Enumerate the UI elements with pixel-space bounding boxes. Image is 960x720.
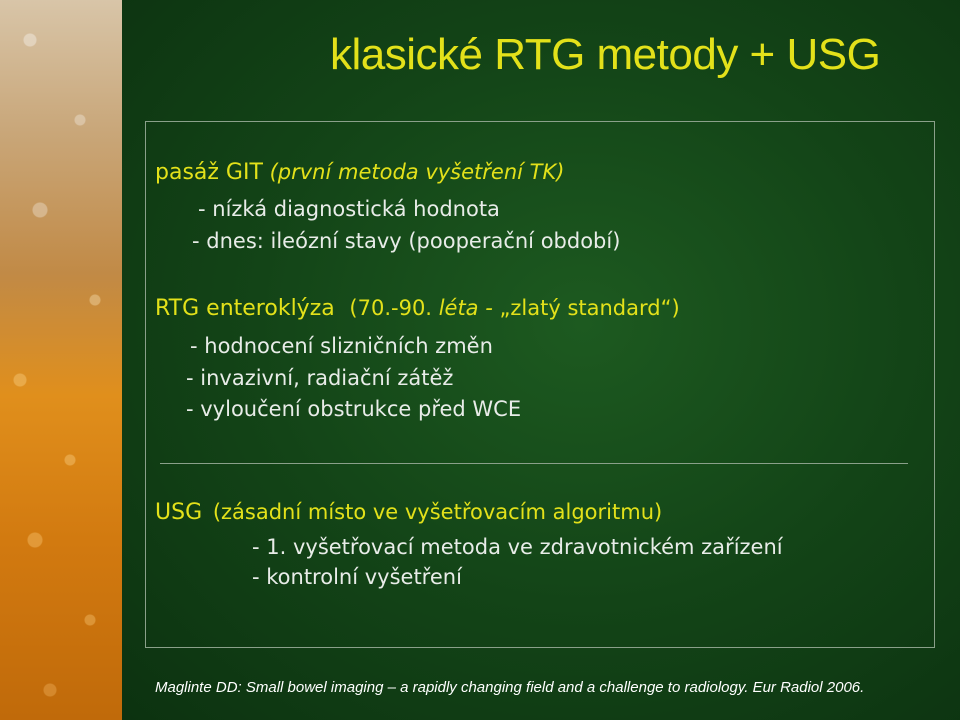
section-heading: pasáž GIT [155, 160, 263, 185]
list-item: - 1. vyšetřovací metoda ve zdravotnickém zařízení [252, 535, 783, 559]
list-item: - invazivní, radiační zátěž [186, 366, 454, 390]
citation-footer: Maglinte DD: Small bowel imaging – a rapidly changing field and a challenge to radiology. Eur Radiol 2006. [155, 679, 865, 696]
section-note: „zlatý standard“) [499, 296, 680, 320]
section-note: (zásadní místo ve vyšetřovacím algoritmu) [212, 500, 663, 524]
section-heading: USG [155, 500, 203, 525]
section-pasaz [155, 160, 564, 185]
list-item: - kontrolní vyšetření [252, 565, 462, 589]
slide-title: klasické RTG metody + USG [330, 30, 881, 79]
section-years: (70.-90. [349, 296, 432, 320]
section-note: (první metoda vyšetření TK) [269, 160, 565, 184]
list-item: - vyloučení obstrukce před WCE [186, 397, 522, 421]
list-item: - dnes: ileózní stavy (pooperační období) [192, 229, 621, 253]
section-heading: RTG enteroklýza [155, 296, 335, 321]
list-item: - hodnocení slizničních změn [190, 334, 493, 358]
section-enterokl [155, 296, 680, 321]
decorative-beer-strip [0, 0, 122, 720]
list-item: - nízká diagnostická hodnota [198, 197, 500, 221]
divider [160, 463, 908, 464]
section-note-italic: léta - [438, 296, 493, 320]
section-usg [155, 500, 662, 525]
